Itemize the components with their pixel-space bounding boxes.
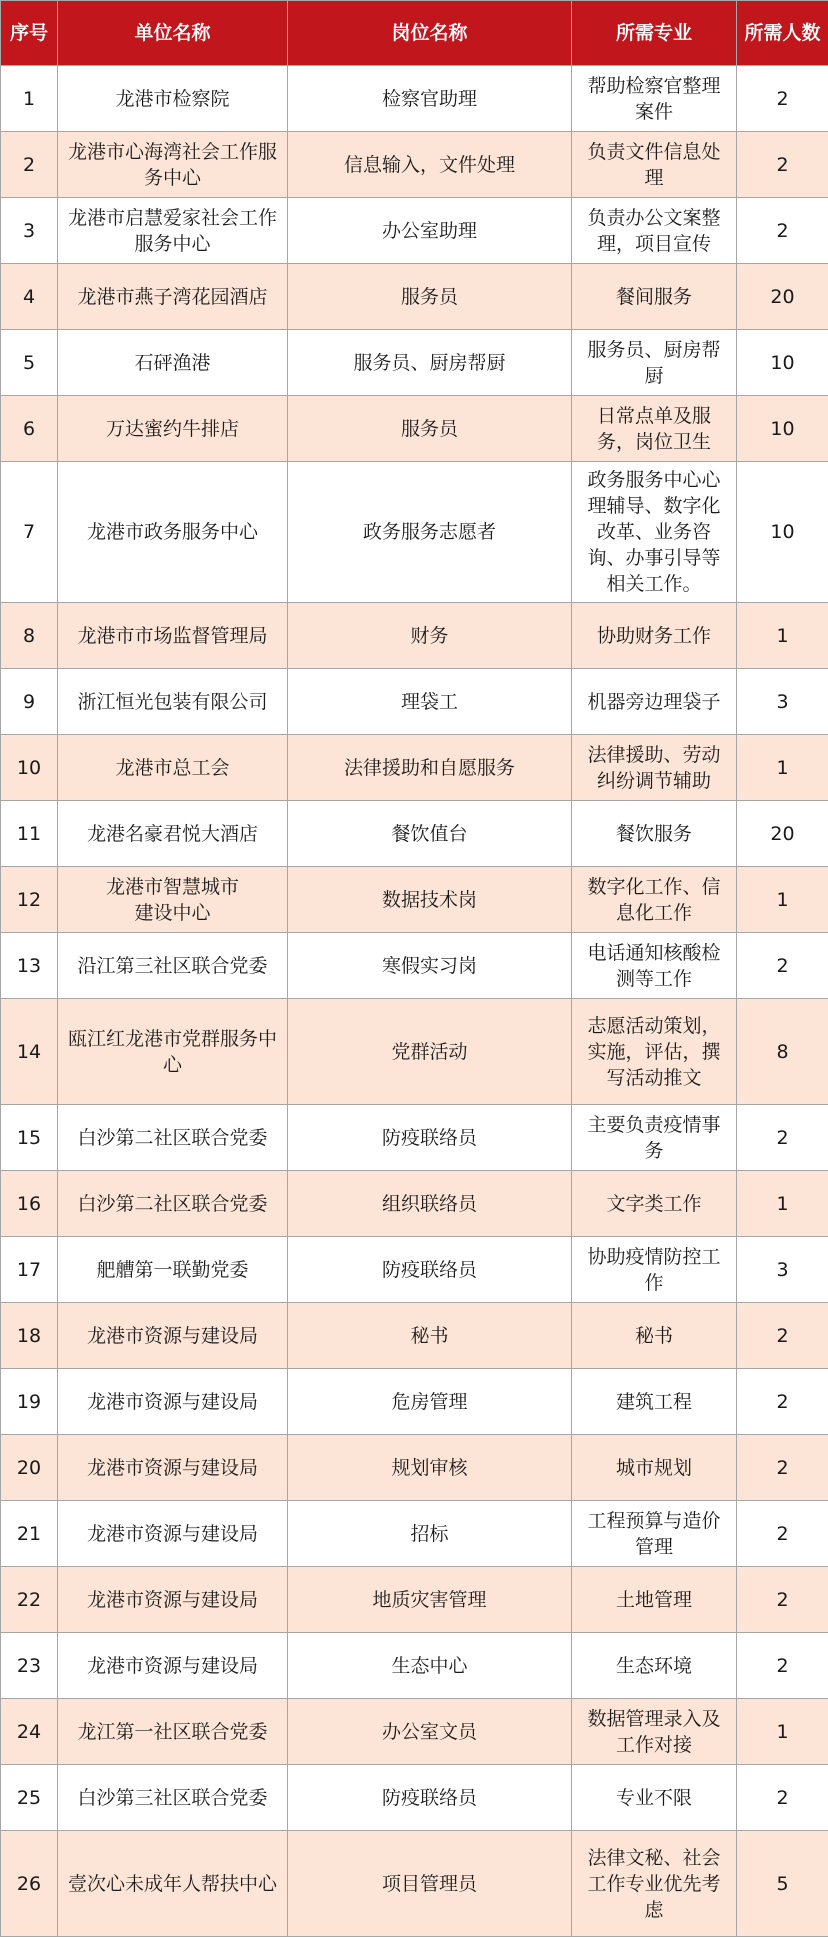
cell-position: 服务员 [288,264,572,330]
cell-unit: 龙港市检察院 [58,66,288,132]
cell-major: 负责文件信息处理 [572,132,737,198]
cell-unit: 龙港市政务服务中心 [58,462,288,603]
cell-no: 4 [1,264,58,330]
cell-no: 16 [1,1171,58,1237]
cell-unit: 万达蜜约牛排店 [58,396,288,462]
cell-major: 秘书 [572,1303,737,1369]
cell-count: 1 [737,735,828,801]
cell-no: 11 [1,801,58,867]
cell-unit: 白沙第二社区联合党委 [58,1105,288,1171]
cell-no: 12 [1,867,58,933]
cell-count: 3 [737,1237,828,1303]
cell-unit: 龙港市资源与建设局 [58,1567,288,1633]
cell-count: 2 [737,132,828,198]
cell-count: 2 [737,1105,828,1171]
cell-count: 2 [737,1633,828,1699]
cell-position: 服务员 [288,396,572,462]
cell-position: 办公室文员 [288,1699,572,1765]
header-major: 所需专业 [572,1,737,66]
table-row [1,1501,828,1567]
cell-major: 帮助检察官整理案件 [572,66,737,132]
cell-unit: 龙港市资源与建设局 [58,1369,288,1435]
cell-no: 8 [1,603,58,669]
cell-no: 20 [1,1435,58,1501]
cell-unit: 浙江恒光包装有限公司 [58,669,288,735]
cell-count: 2 [737,1765,828,1831]
cell-count: 1 [737,1699,828,1765]
table-row [1,1237,828,1303]
cell-major: 数据管理录入及工作对接 [572,1699,737,1765]
cell-major: 法律文秘、社会工作专业优先考虑 [572,1831,737,1937]
cell-position: 生态中心 [288,1633,572,1699]
cell-major: 协助财务工作 [572,603,737,669]
cell-no: 24 [1,1699,58,1765]
cell-count: 1 [737,1171,828,1237]
table-row [1,867,828,933]
cell-no: 18 [1,1303,58,1369]
cell-major: 协助疫情防控工作 [572,1237,737,1303]
cell-count: 2 [737,66,828,132]
cell-no: 14 [1,999,58,1105]
cell-position: 党群活动 [288,999,572,1105]
cell-position: 数据技术岗 [288,867,572,933]
table-row [1,1765,828,1831]
cell-no: 17 [1,1237,58,1303]
cell-count: 1 [737,603,828,669]
cell-position: 服务员、厨房帮厨 [288,330,572,396]
header-no: 序号 [1,1,58,66]
cell-unit: 龙港市资源与建设局 [58,1633,288,1699]
cell-no: 2 [1,132,58,198]
cell-no: 3 [1,198,58,264]
cell-major: 工程预算与造价管理 [572,1501,737,1567]
cell-count: 20 [737,264,828,330]
table-row [1,801,828,867]
cell-count: 2 [737,1369,828,1435]
cell-major: 志愿活动策划，实施，评估，撰写活动推文 [572,999,737,1105]
cell-position: 招标 [288,1501,572,1567]
table-row [1,1831,828,1937]
table-header-row [1,1,828,66]
table-row [1,999,828,1105]
table-row [1,132,828,198]
cell-no: 10 [1,735,58,801]
cell-unit: 龙港市资源与建设局 [58,1501,288,1567]
table-row [1,1105,828,1171]
cell-major: 文字类工作 [572,1171,737,1237]
table-row [1,1171,828,1237]
cell-no: 21 [1,1501,58,1567]
cell-unit: 白沙第二社区联合党委 [58,1171,288,1237]
table-body [1,66,828,1937]
cell-position: 规划审核 [288,1435,572,1501]
cell-position: 理袋工 [288,669,572,735]
cell-no: 15 [1,1105,58,1171]
cell-unit: 龙江第一社区联合党委 [58,1699,288,1765]
table-row [1,1699,828,1765]
cell-no: 23 [1,1633,58,1699]
cell-count: 2 [737,1567,828,1633]
cell-unit: 瓯江红龙港市党群服务中心 [58,999,288,1105]
cell-unit: 龙港市心海湾社会工作服务中心 [58,132,288,198]
table-row [1,264,828,330]
cell-count: 10 [737,462,828,603]
cell-unit: 龙港市资源与建设局 [58,1435,288,1501]
cell-no: 9 [1,669,58,735]
cell-no: 5 [1,330,58,396]
cell-count: 1 [737,867,828,933]
cell-unit: 沿江第三社区联合党委 [58,933,288,999]
cell-unit: 龙港市总工会 [58,735,288,801]
cell-unit: 龙港市燕子湾花园酒店 [58,264,288,330]
cell-position: 餐饮值台 [288,801,572,867]
cell-no: 26 [1,1831,58,1937]
cell-major: 餐饮服务 [572,801,737,867]
cell-position: 防疫联络员 [288,1765,572,1831]
cell-major: 数字化工作、信息化工作 [572,867,737,933]
cell-count: 2 [737,1501,828,1567]
cell-count: 10 [737,396,828,462]
cell-no: 25 [1,1765,58,1831]
cell-unit: 龙港名豪君悦大酒店 [58,801,288,867]
table-row [1,1369,828,1435]
cell-unit: 白沙第三社区联合党委 [58,1765,288,1831]
cell-count: 3 [737,669,828,735]
cell-position: 寒假实习岗 [288,933,572,999]
cell-no: 7 [1,462,58,603]
cell-position: 政务服务志愿者 [288,462,572,603]
table-row [1,735,828,801]
table-row [1,330,828,396]
cell-count: 8 [737,999,828,1105]
cell-position: 信息输入，文件处理 [288,132,572,198]
cell-position: 项目管理员 [288,1831,572,1937]
cell-position: 办公室助理 [288,198,572,264]
table-row [1,1303,828,1369]
cell-major: 电话通知核酸检测等工作 [572,933,737,999]
cell-major: 服务员、厨房帮厨 [572,330,737,396]
table-row [1,1633,828,1699]
cell-major: 生态环境 [572,1633,737,1699]
cell-unit: 龙港市资源与建设局 [58,1303,288,1369]
table-row [1,1435,828,1501]
cell-count: 5 [737,1831,828,1937]
cell-unit: 龙港市智慧城市 建设中心 [58,867,288,933]
table-row [1,462,828,603]
cell-position: 法律援助和自愿服务 [288,735,572,801]
cell-major: 餐间服务 [572,264,737,330]
cell-unit: 龙港市启慧爱家社会工作服务中心 [58,198,288,264]
cell-position: 财务 [288,603,572,669]
header-position: 岗位名称 [288,1,572,66]
cell-unit: 石砰渔港 [58,330,288,396]
cell-unit: 龙港市市场监督管理局 [58,603,288,669]
cell-no: 22 [1,1567,58,1633]
cell-major: 负责办公文案整理，项目宣传 [572,198,737,264]
cell-unit: 舥艚第一联勤党委 [58,1237,288,1303]
cell-position: 秘书 [288,1303,572,1369]
cell-no: 6 [1,396,58,462]
cell-position: 检察官助理 [288,66,572,132]
cell-no: 19 [1,1369,58,1435]
header-count: 所需人数 [737,1,828,66]
table-row [1,1567,828,1633]
cell-position: 地质灾害管理 [288,1567,572,1633]
cell-count: 2 [737,1435,828,1501]
cell-major: 土地管理 [572,1567,737,1633]
cell-major: 专业不限 [572,1765,737,1831]
cell-unit: 壹次心未成年人帮扶中心 [58,1831,288,1937]
table-row [1,396,828,462]
cell-count: 20 [737,801,828,867]
cell-position: 组织联络员 [288,1171,572,1237]
cell-count: 10 [737,330,828,396]
cell-no: 1 [1,66,58,132]
cell-count: 2 [737,1303,828,1369]
cell-major: 政务服务中心心理辅导、数字化改革、业务咨询、办事引导等相关工作。 [572,462,737,603]
cell-position: 防疫联络员 [288,1237,572,1303]
cell-major: 日常点单及服务，岗位卫生 [572,396,737,462]
cell-major: 建筑工程 [572,1369,737,1435]
cell-no: 13 [1,933,58,999]
table-row [1,669,828,735]
cell-major: 城市规划 [572,1435,737,1501]
cell-position: 防疫联络员 [288,1105,572,1171]
table-row [1,66,828,132]
cell-count: 2 [737,198,828,264]
table-row [1,198,828,264]
table-row [1,933,828,999]
cell-position: 危房管理 [288,1369,572,1435]
cell-count: 2 [737,933,828,999]
cell-major: 机器旁边理袋子 [572,669,737,735]
cell-major: 主要负责疫情事务 [572,1105,737,1171]
cell-major: 法律援助、劳动纠纷调节辅助 [572,735,737,801]
header-unit: 单位名称 [58,1,288,66]
table-row [1,603,828,669]
